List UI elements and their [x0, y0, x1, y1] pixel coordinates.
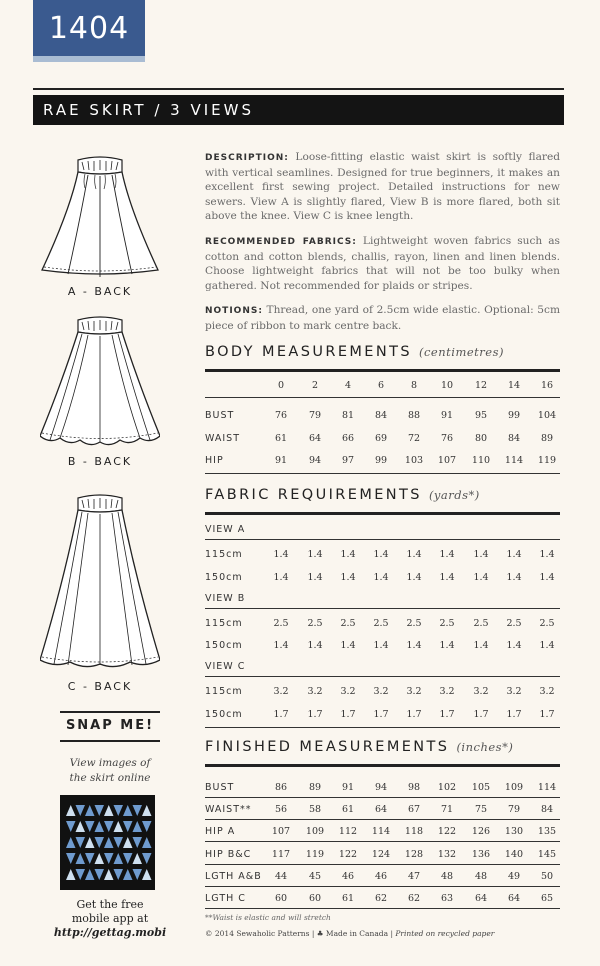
group-rule — [205, 676, 560, 677]
snap-line-1: View images of — [69, 757, 151, 769]
fabric-table-top-rule — [205, 512, 560, 515]
table-cell: 112 — [338, 826, 358, 838]
table-cell: 3.2 — [406, 686, 422, 697]
table-cell: 104 — [537, 410, 557, 421]
description-text: Loose-fitting elastic waist skirt is softly flared with vertical seamlines. Designed for true beginners, it makes an excellent first sewing project. Detailed instructions for new sewers. View A is slightly flared, View B is more flared, both sit above the knee. View C is knee length. — [205, 151, 560, 223]
table-row — [205, 826, 560, 840]
table-cell: 99 — [507, 410, 521, 421]
table-cell: 1.4 — [406, 549, 422, 560]
table-row — [205, 433, 560, 447]
fabrics-text: Lightweight woven fabrics such as cotton and cotton blends, challis, rayon, linen and linen blends. Choose lightweight fabrics that will not be too bulky when gathered. Not recommended for plaids or stripes. — [205, 235, 560, 292]
table-cell: 1.4 — [373, 571, 389, 583]
table-cell: 94 — [308, 455, 322, 466]
table-cell: 136 — [471, 848, 491, 860]
table-cell: 2.5 — [307, 617, 323, 629]
fabrics-paragraph — [205, 234, 560, 293]
table-cell: 1.4 — [273, 571, 289, 583]
description-paragraph — [205, 150, 560, 224]
snap-top-rule — [60, 711, 160, 713]
table-cell: 60 — [274, 893, 288, 904]
table-cell: 1.4 — [539, 549, 555, 560]
table-cell: 84 — [540, 804, 554, 816]
view-group-label: VIEW B — [205, 592, 246, 604]
row-label: WAIST** — [205, 804, 252, 816]
table-cell: 81 — [341, 410, 355, 421]
table-cell: 1.7 — [439, 708, 455, 720]
body-header-rule — [205, 397, 560, 398]
table-cell: 1.4 — [506, 640, 522, 651]
table-cell: 4 — [344, 380, 352, 391]
table-cell: 66 — [341, 432, 355, 444]
snap-me-title: SNAP ME! — [65, 718, 155, 733]
table-cell: 2.5 — [373, 617, 389, 629]
table-cell: 72 — [407, 432, 421, 444]
group-rule — [205, 608, 560, 609]
table-cell: 1.7 — [473, 708, 489, 720]
table-cell: 122 — [437, 826, 457, 838]
row-label: 150cm — [205, 640, 243, 651]
table-row — [205, 871, 560, 885]
table-cell: 105 — [471, 782, 491, 793]
table-row — [205, 455, 560, 469]
finished-measurements-title — [205, 739, 513, 755]
table-cell: 65 — [540, 893, 554, 904]
table-cell: 56 — [274, 804, 288, 816]
row-label: 150cm — [205, 708, 243, 720]
row-label: 150cm — [205, 571, 243, 583]
row-rule — [205, 841, 560, 842]
table-cell: 1.7 — [406, 708, 422, 720]
table-cell: 10 — [440, 380, 454, 391]
table-cell: 79 — [308, 410, 322, 421]
made-in-text: Made in Canada — [325, 929, 389, 938]
table-cell: 109 — [305, 826, 325, 838]
table-cell: 2 — [311, 380, 319, 391]
table-cell: 1.4 — [506, 549, 522, 560]
copyright-text: © 2014 Sewaholic Patterns — [205, 929, 310, 938]
table-cell: 44 — [274, 870, 288, 882]
table-cell: 107 — [271, 826, 291, 838]
table-cell: 1.7 — [539, 708, 555, 720]
table-cell: 69 — [374, 432, 388, 444]
table-cell: 12 — [474, 380, 488, 391]
table-cell: 1.4 — [307, 549, 323, 560]
table-cell: 60 — [308, 893, 322, 904]
table-cell: 71 — [440, 804, 454, 816]
row-label: 115cm — [205, 617, 243, 629]
view-c-label: C - BACK — [67, 680, 133, 693]
table-cell: 1.7 — [307, 708, 323, 720]
table-cell: 1.4 — [340, 640, 356, 651]
size-header-row — [205, 380, 560, 394]
finished-unit: (inches*) — [456, 740, 514, 754]
table-cell: 119 — [305, 848, 325, 860]
table-cell: 2.5 — [340, 617, 356, 629]
row-rule — [205, 797, 560, 798]
snap-line-2: the skirt online — [69, 772, 151, 784]
table-cell: 79 — [507, 804, 521, 816]
row-label: HIP A — [205, 826, 236, 838]
table-row — [205, 782, 560, 796]
row-label: LGTH C — [205, 893, 246, 904]
table-cell: 3.2 — [307, 686, 323, 697]
table-cell: 91 — [440, 410, 454, 421]
app-line-2: mobile app at — [71, 912, 149, 925]
table-cell: 8 — [410, 380, 418, 391]
table-cell: 130 — [504, 826, 524, 838]
snap-bottom-rule — [60, 740, 160, 742]
table-cell: 1.4 — [307, 571, 323, 583]
table-row — [205, 893, 560, 907]
table-cell: 62 — [374, 893, 388, 904]
table-cell: 91 — [341, 782, 355, 793]
table-cell: 89 — [540, 432, 554, 444]
table-cell: 124 — [371, 848, 391, 860]
table-cell: 119 — [537, 455, 557, 466]
table-cell: 95 — [474, 410, 488, 421]
table-cell: 50 — [540, 870, 554, 882]
table-cell: 114 — [537, 782, 557, 793]
table-cell: 84 — [374, 410, 388, 421]
table-cell: 145 — [537, 848, 557, 860]
table-cell: 2.5 — [406, 617, 422, 629]
microsoft-tag-code[interactable] — [60, 795, 155, 890]
table-cell: 3.2 — [340, 686, 356, 697]
table-cell: 1.4 — [439, 571, 455, 583]
table-cell: 1.4 — [473, 549, 489, 560]
table-cell: 1.4 — [373, 640, 389, 651]
table-cell: 46 — [341, 870, 355, 882]
row-label: BUST — [205, 782, 235, 793]
table-cell: 16 — [540, 380, 554, 391]
pattern-number: 1404 — [33, 0, 145, 56]
table-row — [205, 709, 560, 723]
table-cell: 48 — [440, 870, 454, 882]
table-cell: 135 — [537, 826, 557, 838]
notions-text: Thread, one yard of 2.5cm wide elastic. Optional: 5cm piece of ribbon to mark centre back. — [205, 304, 560, 332]
table-cell: 102 — [437, 782, 457, 793]
table-cell: 109 — [504, 782, 524, 793]
table-cell: 1.4 — [539, 571, 555, 583]
table-cell: 132 — [437, 848, 457, 860]
app-line-1: Get the free — [76, 898, 144, 911]
body-measurements-title — [205, 344, 504, 360]
body-bottom-rule — [205, 473, 560, 474]
table-cell: 1.4 — [273, 640, 289, 651]
table-cell: 1.4 — [273, 549, 289, 560]
table-row — [205, 849, 560, 863]
fabrics-label: RECOMMENDED FABRICS: — [205, 237, 357, 247]
table-cell: 122 — [338, 848, 358, 860]
table-cell: 128 — [404, 848, 424, 860]
table-cell: 64 — [308, 432, 322, 444]
view-group-label: VIEW C — [205, 661, 246, 672]
table-cell: 1.4 — [473, 640, 489, 651]
table-cell: 58 — [308, 804, 322, 816]
table-cell: 89 — [308, 782, 322, 793]
table-cell: 140 — [504, 848, 524, 860]
table-cell: 1.7 — [373, 708, 389, 720]
description-label: DESCRIPTION: — [205, 153, 289, 163]
table-row — [205, 549, 560, 563]
notions-label: NOTIONS: — [205, 306, 263, 316]
table-cell: 98 — [407, 782, 421, 793]
notions-paragraph — [205, 303, 560, 333]
table-cell: 1.4 — [439, 640, 455, 651]
pattern-number-shadow — [33, 56, 145, 62]
banner-title: RAE SKIRT / 3 VIEWS — [33, 95, 564, 125]
table-cell: 1.4 — [340, 571, 356, 583]
table-cell: 126 — [471, 826, 491, 838]
row-rule — [205, 908, 560, 909]
recycled-text: Printed on recycled paper — [395, 929, 495, 938]
table-cell: 91 — [274, 455, 288, 466]
table-cell: 114 — [504, 455, 524, 466]
table-cell: 114 — [371, 826, 391, 838]
fabric-unit: (yards*) — [428, 488, 480, 502]
table-cell: 64 — [507, 893, 521, 904]
table-cell: 64 — [374, 804, 388, 816]
fabric-bottom-rule — [205, 727, 560, 728]
finished-table-top-rule — [205, 764, 560, 767]
row-label: 115cm — [205, 686, 243, 697]
table-cell: 0 — [277, 380, 285, 391]
table-row — [205, 804, 560, 818]
table-cell: 6 — [377, 380, 385, 391]
table-cell: 1.7 — [340, 708, 356, 720]
view-group-label: VIEW A — [205, 524, 246, 535]
table-cell: 1.4 — [373, 549, 389, 560]
table-cell: 2.5 — [473, 617, 489, 629]
copyright-line: © 2014 Sewaholic Patterns | ♣ Made in Canada | Printed on recycled paper — [205, 929, 495, 938]
table-cell: 62 — [407, 893, 421, 904]
table-cell: 1.4 — [506, 571, 522, 583]
table-cell: 86 — [274, 782, 288, 793]
fabric-requirements-title — [205, 487, 480, 503]
view-a-label: A - BACK — [67, 285, 133, 298]
table-cell: 67 — [407, 804, 421, 816]
table-cell: 3.2 — [373, 686, 389, 697]
row-label: HIP B&C — [205, 848, 252, 860]
table-cell: 97 — [341, 455, 355, 466]
table-cell: 1.4 — [439, 549, 455, 560]
table-cell: 88 — [407, 410, 421, 421]
table-cell: 61 — [341, 893, 355, 904]
table-cell: 46 — [374, 870, 388, 882]
table-cell: 75 — [474, 804, 488, 816]
table-cell: 61 — [341, 804, 355, 816]
table-cell: 2.5 — [439, 617, 455, 629]
table-cell: 2.5 — [539, 617, 555, 629]
table-row — [205, 686, 560, 700]
table-cell: 118 — [404, 826, 424, 838]
table-cell: 117 — [271, 848, 291, 860]
table-cell: 45 — [308, 870, 322, 882]
table-cell: 2.5 — [273, 617, 289, 629]
table-cell: 63 — [440, 893, 454, 904]
row-label: BUST — [205, 410, 235, 421]
table-cell: 80 — [474, 432, 488, 444]
table-cell: 14 — [507, 380, 521, 391]
table-cell: 1.4 — [307, 640, 323, 651]
row-rule — [205, 864, 560, 865]
waist-footnote: **Waist is elastic and will stretch — [205, 913, 331, 922]
table-cell: 49 — [507, 870, 521, 882]
table-cell: 3.2 — [473, 686, 489, 697]
table-cell: 64 — [474, 893, 488, 904]
table-row — [205, 640, 560, 654]
skirt-view-a-illustration — [40, 150, 160, 280]
table-cell: 84 — [507, 432, 521, 444]
table-cell: 3.2 — [273, 686, 289, 697]
table-cell: 48 — [474, 870, 488, 882]
table-cell: 99 — [374, 455, 388, 466]
body-table-top-rule — [205, 369, 560, 372]
table-cell: 94 — [374, 782, 388, 793]
table-cell: 3.2 — [539, 686, 555, 697]
table-cell: 3.2 — [506, 686, 522, 697]
row-rule — [205, 819, 560, 820]
table-row — [205, 618, 560, 632]
row-label: 115cm — [205, 549, 243, 560]
table-cell: 2.5 — [506, 617, 522, 629]
skirt-view-c-illustration — [40, 490, 160, 675]
table-cell: 1.7 — [273, 708, 289, 720]
banner-top-rule — [33, 88, 564, 90]
view-b-label: B - BACK — [67, 455, 133, 468]
table-cell: 76 — [440, 432, 454, 444]
group-rule — [205, 539, 560, 540]
table-row — [205, 572, 560, 586]
table-cell: 107 — [437, 455, 457, 466]
table-cell: 103 — [404, 455, 424, 466]
table-cell: 47 — [407, 870, 421, 882]
row-rule — [205, 886, 560, 887]
table-cell: 1.4 — [340, 549, 356, 560]
row-label: HIP — [205, 455, 224, 466]
table-cell: 61 — [274, 432, 288, 444]
table-cell: 1.4 — [406, 571, 422, 583]
app-url-link[interactable]: http://gettag.mobi — [53, 926, 167, 939]
table-cell: 76 — [274, 410, 288, 421]
row-label: LGTH A&B — [205, 870, 262, 882]
body-unit: (centimetres) — [419, 345, 504, 359]
table-row — [205, 410, 560, 424]
row-label: WAIST — [205, 432, 241, 444]
finished-title-text: FINISHED MEASUREMENTS — [205, 739, 450, 755]
maple-leaf-icon: ♣ — [316, 929, 324, 938]
table-cell: 1.4 — [473, 571, 489, 583]
body-title-text: BODY MEASUREMENTS — [205, 344, 412, 360]
table-cell: 1.7 — [506, 708, 522, 720]
table-cell: 110 — [471, 455, 491, 466]
table-cell: 3.2 — [439, 686, 455, 697]
table-cell: 1.4 — [406, 640, 422, 651]
skirt-view-b-illustration — [40, 312, 160, 452]
fabric-title-text: FABRIC REQUIREMENTS — [205, 487, 422, 503]
table-cell: 1.4 — [539, 640, 555, 651]
